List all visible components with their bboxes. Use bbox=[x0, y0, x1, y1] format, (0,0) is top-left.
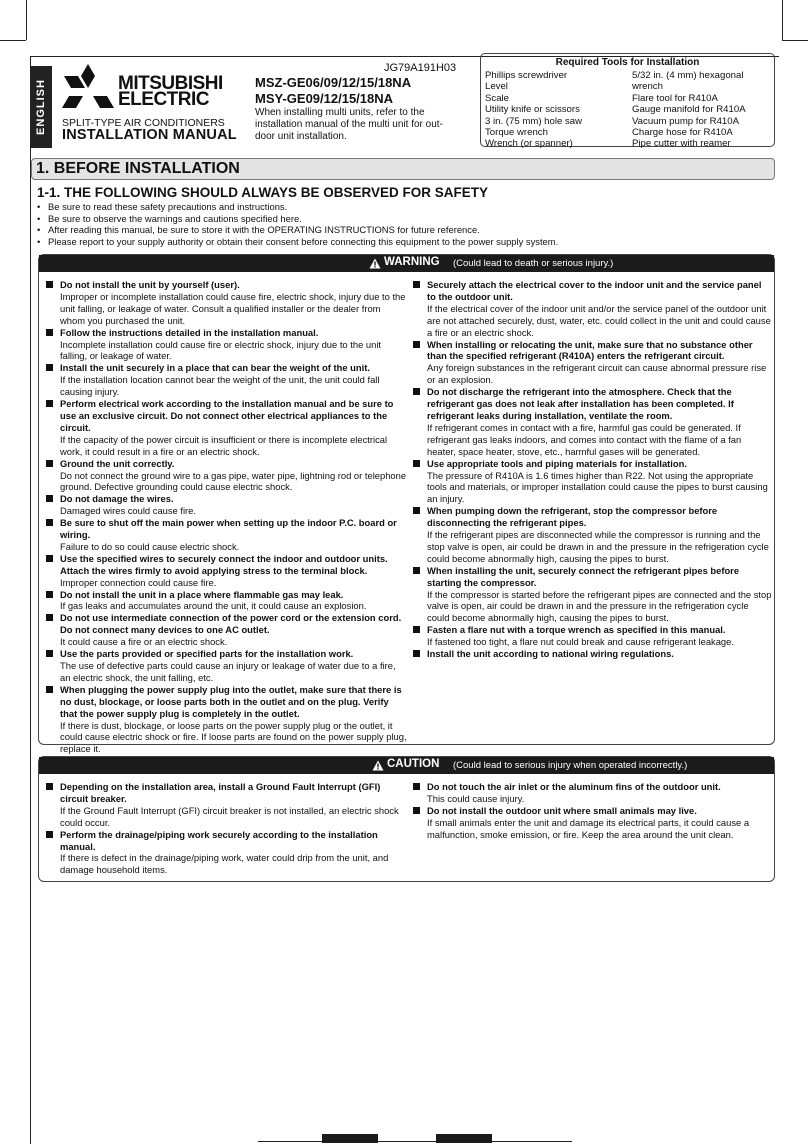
safety-item-title: When pumping down the refrigerant, stop the compressor before disconnecting the refrigerant pipes. bbox=[427, 505, 718, 529]
tool-item: Gauge manifold for R410A bbox=[632, 104, 746, 116]
square-bullet-icon bbox=[46, 555, 53, 562]
safety-item bbox=[43, 458, 408, 494]
safety-item-detail: If refrigerant comes in contact with a fire, harmful gas could be generated. If refrigerant gas leaks indoors, and comes into contact with the flame of a fan heater, space heater, stove, etc., harmful gases will be generated. bbox=[427, 421, 742, 457]
safety-item-title: Install the unit securely in a place that can bear the weight of the unit. bbox=[60, 362, 370, 374]
safety-item-title: Do not touch the air inlet or the aluminum fins of the outdoor unit. bbox=[427, 781, 721, 792]
footer-block bbox=[322, 1134, 378, 1143]
safety-item bbox=[43, 612, 408, 648]
safety-item bbox=[410, 624, 772, 648]
tool-item: Utility knife or scissors bbox=[485, 104, 580, 116]
warning-header bbox=[39, 255, 774, 272]
safety-item-detail: If the electrical cover of the indoor unit and/or the service panel of the outdoor unit are not attached securely, dust, water, etc. could collect in the unit and could cause a fire or an electric shock. bbox=[427, 302, 771, 338]
safety-item-title: Do not damage the wires. bbox=[60, 493, 174, 505]
caution-column-left bbox=[43, 781, 408, 876]
safety-item-detail: If the capacity of the power circuit is insufficient or there is incomplete electrical work, it could result in a fire or an electric shock. bbox=[60, 433, 388, 457]
tool-item: Level bbox=[485, 81, 508, 93]
manual-title: INSTALLATION MANUAL bbox=[62, 127, 237, 143]
safety-item bbox=[43, 493, 408, 517]
footer-block bbox=[436, 1134, 492, 1143]
tool-item: Flare tool for R410A bbox=[632, 92, 718, 104]
model-line: MSZ-GE06/09/12/15/18NA bbox=[255, 75, 412, 90]
square-bullet-icon bbox=[413, 388, 420, 395]
caution-triangle-icon bbox=[372, 760, 384, 771]
warning-triangle-icon bbox=[369, 258, 381, 269]
square-bullet-icon bbox=[46, 364, 53, 371]
tool-item: Phillips screwdriver bbox=[485, 70, 568, 81]
safety-item-title: Install the unit according to national wiring regulations. bbox=[427, 648, 674, 660]
safety-item bbox=[43, 648, 408, 684]
square-bullet-icon bbox=[413, 626, 420, 633]
square-bullet-icon bbox=[46, 783, 53, 790]
language-tab-label: ENGLISH bbox=[35, 79, 47, 135]
safety-item bbox=[410, 565, 772, 625]
tool-item: Vacuum pump for R410A bbox=[632, 115, 740, 127]
safety-item-title: Do not install the unit by yourself (user). bbox=[60, 279, 240, 290]
safety-item bbox=[410, 805, 772, 841]
intro-bullet: • Be sure to observe the warnings and cautions specified here. bbox=[37, 213, 777, 225]
safety-item-title: When installing the unit, securely connect the refrigerant pipes before starting the compressor. bbox=[427, 564, 740, 588]
square-bullet-icon bbox=[46, 329, 53, 336]
tools-title: Required Tools for Installation bbox=[555, 57, 700, 68]
brand-name bbox=[118, 73, 223, 110]
intro-bullet: • Be sure to read these safety precautions and instructions. bbox=[37, 201, 777, 213]
safety-item-detail: It could cause a fire or an electric shock. bbox=[60, 636, 228, 648]
caution-note: (Could lead to serious injury when operated incorrectly.) bbox=[453, 760, 688, 771]
tool-item: Charge hose for R410A bbox=[632, 127, 733, 139]
required-tools-box bbox=[480, 53, 775, 150]
safety-item-title: Perform the drainage/piping work securely according to the installation manual. bbox=[60, 828, 378, 852]
safety-item bbox=[43, 553, 408, 589]
safety-item-detail: If the compressor is started before the refrigerant pipes are connected and the stop valve is open, air could be drawn in and the pressure in the refrigeration cycle could become abnormally high, causing the pipes to burst. bbox=[427, 588, 772, 624]
safety-item bbox=[43, 279, 408, 327]
safety-item-title: Do not use intermediate connection of the power cord or the extension cord. Do not connect many devices to one AC outlet. bbox=[60, 612, 402, 636]
safety-item-title: Do not install the outdoor unit where small animals may live. bbox=[427, 804, 697, 816]
square-bullet-icon bbox=[413, 567, 420, 574]
safety-item-detail: Improper connection could cause fire. bbox=[60, 576, 217, 588]
brand-line-2: ELECTRIC bbox=[118, 89, 209, 110]
safety-item bbox=[43, 829, 408, 877]
safety-item-title: Follow the instructions detailed in the installation manual. bbox=[60, 326, 319, 338]
safety-item-detail: If there is dust, blockage, or loose parts on the power supply plug or the outlet, it could cause electric shock or fire. If loose parts are found on the power supply plug, replace it. bbox=[60, 719, 407, 755]
safety-item-title: Use the specified wires to securely connect the indoor and outdoor units. Attach the wires firmly to avoid applying stress to the terminal block. bbox=[60, 552, 388, 576]
safety-item-title: Do not install the unit in a place where flammable gas may leak. bbox=[60, 588, 344, 600]
safety-item bbox=[410, 781, 772, 805]
square-bullet-icon bbox=[46, 519, 53, 526]
model-list bbox=[255, 75, 411, 107]
square-bullet-icon bbox=[46, 495, 53, 502]
safety-item-detail: If the refrigerant pipes are disconnected while the compressor is running and the stop valve is open, air could be drawn in and the pressure in the refrigeration cycle could become abnormally high, causing the pipes to burst. bbox=[427, 529, 769, 564]
safety-item bbox=[43, 684, 408, 755]
safety-item-detail: Damaged wires could cause fire. bbox=[60, 505, 197, 517]
safety-item bbox=[410, 458, 772, 506]
intro-bullet: • Please report to your supply authority or obtain their consent before connecting this equipment to the power supply system. bbox=[37, 236, 777, 248]
document-code: JG79A191H03 bbox=[384, 62, 457, 74]
safety-item bbox=[410, 386, 772, 457]
mitsubishi-logo-icon bbox=[62, 62, 114, 110]
square-bullet-icon bbox=[413, 507, 420, 514]
footer-line bbox=[378, 1141, 436, 1142]
tool-item: Scale bbox=[485, 92, 509, 104]
safety-item bbox=[410, 339, 772, 387]
safety-item-detail: Improper or incomplete installation could cause fire, electric shock, injury due to the unit falling, or leakage of water. Consult a qualified installer or the dealer from whom you purchased the unit. bbox=[60, 290, 406, 326]
safety-item-detail: If there is defect in the drainage/piping work, water could drip from the unit, and damage household items. bbox=[60, 852, 389, 876]
safety-item bbox=[43, 398, 408, 458]
square-bullet-icon bbox=[413, 650, 420, 657]
safety-item-detail: Failure to do so could cause electric shock. bbox=[60, 540, 240, 552]
tools-column-left bbox=[485, 70, 582, 150]
subsection-title: 1-1. THE FOLLOWING SHOULD ALWAYS BE OBSERVED FOR SAFETY bbox=[37, 185, 489, 200]
square-bullet-icon bbox=[413, 460, 420, 467]
section-title: 1. BEFORE INSTALLATION bbox=[36, 160, 240, 177]
safety-item-detail: This could cause injury. bbox=[427, 792, 525, 804]
safety-item-detail: If gas leaks and accumulates around the unit, it could cause an explosion. bbox=[60, 600, 367, 612]
safety-item-title: Perform electrical work according to the installation manual and be sure to use an exclusive circuit. Do not connect other electrical appliances to the circuit. bbox=[60, 398, 394, 433]
caution-label: CAUTION bbox=[387, 758, 440, 770]
tool-item: Torque wrench bbox=[485, 127, 548, 139]
model-line: MSY-GE09/12/15/18NA bbox=[255, 91, 394, 106]
language-tab bbox=[30, 66, 52, 148]
safety-item bbox=[43, 517, 408, 553]
tool-item: Wrench (or spanner) bbox=[485, 138, 573, 150]
tool-item: 3 in. (75 mm) hole saw bbox=[485, 115, 583, 127]
square-bullet-icon bbox=[46, 614, 53, 621]
safety-item-title: Do not discharge the refrigerant into the atmosphere. Check that the refrigerant gas does not leak after installation has been completed. If refrigerant leaks during installation, ventilate the room. bbox=[427, 386, 734, 421]
crop-mark-top-right bbox=[782, 0, 783, 40]
safety-item-title: Be sure to shut off the main power when setting up the indoor P.C. board or wiring. bbox=[60, 517, 397, 541]
caution-header bbox=[39, 757, 774, 774]
safety-item-detail: Incomplete installation could cause fire or electric shock, injury due to the unit falling, or leakage of water. bbox=[60, 338, 382, 362]
square-bullet-icon bbox=[46, 686, 53, 693]
safety-item-title: Use appropriate tools and piping materials for installation. bbox=[427, 457, 687, 469]
warning-column-left bbox=[43, 279, 408, 755]
safety-item bbox=[410, 648, 772, 660]
tool-item: 5/32 in. (4 mm) hexagonal wrench bbox=[632, 70, 744, 93]
safety-item-detail: Any foreign substances in the refrigerant circuit can cause abnormal pressure rise or an explosion. bbox=[427, 362, 767, 386]
safety-item-title: Securely attach the electrical cover to the indoor unit and the service panel to the outdoor unit. bbox=[427, 279, 762, 302]
safety-item-title: When plugging the power supply plug into the outlet, make sure that there is no dust, blockage, or loose parts both in the outlet and on the plug. Verify that the power supply plug is completely in the outlet. bbox=[60, 683, 402, 719]
multi-unit-note: When installing multi units, refer to the installation manual of the multi unit for out-door unit installation. bbox=[255, 107, 443, 142]
section-heading-bar bbox=[31, 158, 775, 180]
caution-column-right bbox=[410, 781, 772, 841]
square-bullet-icon bbox=[46, 650, 53, 657]
brand-line-1: MITSUBISHI bbox=[118, 73, 223, 94]
warning-note: (Could lead to death or serious injury.) bbox=[453, 258, 614, 269]
tools-column-right bbox=[632, 70, 774, 150]
crop-mark-right bbox=[782, 40, 808, 41]
square-bullet-icon bbox=[413, 807, 420, 814]
safety-item-detail: Do not connect the ground wire to a gas pipe, water pipe, lightning rod or telephone ground. Defective grounding could cause electric shock. bbox=[60, 469, 407, 493]
warning-column-right bbox=[410, 279, 772, 660]
square-bullet-icon bbox=[46, 281, 53, 288]
safety-item-title: Fasten a flare nut with a torque wrench as specified in this manual. bbox=[427, 624, 726, 636]
safety-item bbox=[43, 327, 408, 363]
square-bullet-icon bbox=[46, 591, 53, 598]
footer-line bbox=[492, 1141, 572, 1142]
safety-item-detail: The use of defective parts could cause an injury or leakage of water due to a fire, an electric shock, the unit falling, etc. bbox=[60, 660, 396, 683]
safety-item-title: Ground the unit correctly. bbox=[60, 457, 175, 469]
safety-item-title: Depending on the installation area, install a Ground Fault Interrupt (GFI) circuit breaker. bbox=[60, 781, 381, 804]
crop-mark-left bbox=[0, 40, 26, 41]
safety-item bbox=[410, 279, 772, 339]
warning-label: WARNING bbox=[384, 256, 440, 268]
square-bullet-icon bbox=[46, 400, 53, 407]
safety-item bbox=[43, 781, 408, 829]
safety-intro-list bbox=[37, 201, 777, 247]
safety-item-title: When installing or relocating the unit, make sure that no substance other than the specified refrigerant (R410A) enters the refrigerant circuit. bbox=[427, 338, 753, 362]
intro-bullet: • After reading this manual, be sure to store it with the OPERATING INSTRUCTIONS for future reference. bbox=[37, 224, 777, 236]
square-bullet-icon bbox=[46, 831, 53, 838]
warning-panel bbox=[38, 254, 775, 755]
footer-line bbox=[258, 1141, 322, 1142]
safety-item-detail: The pressure of R410A is 1.6 times higher than R22. Not using the appropriate tools and materials, or improper installation could cause the pipes to burst causing an injury. bbox=[427, 469, 768, 505]
square-bullet-icon bbox=[413, 783, 420, 790]
safety-item-detail: If the Ground Fault Interrupt (GFI) circuit breaker is not installed, an electric shock could occur. bbox=[60, 804, 399, 828]
safety-item-detail: If fastened too tight, a flare nut could break and cause refrigerant leakage. bbox=[427, 636, 734, 648]
square-bullet-icon bbox=[413, 281, 420, 288]
safety-item-title: Use the parts provided or specified parts for the installation work. bbox=[60, 648, 354, 660]
square-bullet-icon bbox=[413, 341, 420, 348]
safety-item bbox=[43, 589, 408, 613]
safety-item bbox=[410, 505, 772, 565]
square-bullet-icon bbox=[46, 460, 53, 467]
caution-panel bbox=[38, 756, 775, 882]
safety-item-detail: If the installation location cannot bear the weight of the unit, the unit could fall causing injury. bbox=[60, 374, 380, 398]
safety-item bbox=[43, 362, 408, 398]
safety-item-detail: If small animals enter the unit and damage its electrical parts, it could cause a malfunction, smoke emission, or fire. Keep the area around the unit clean. bbox=[427, 816, 750, 840]
crop-mark-top-left bbox=[26, 0, 27, 40]
tool-item: Pipe cutter with reamer bbox=[632, 138, 731, 150]
product-subtitle: SPLIT-TYPE AIR CONDITIONERS bbox=[62, 117, 225, 129]
